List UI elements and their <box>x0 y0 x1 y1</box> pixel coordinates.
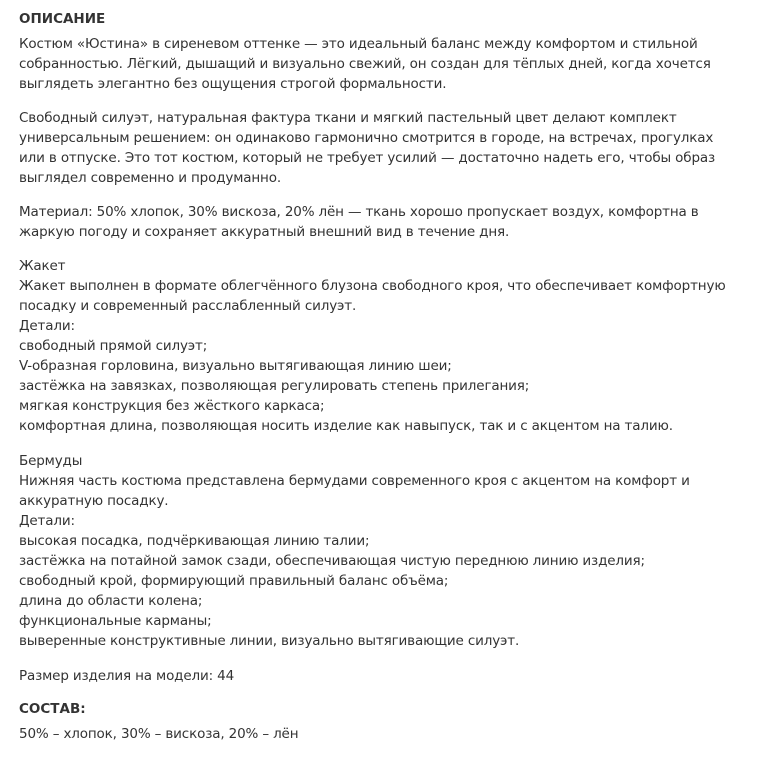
description-paragraph-silhouette <box>19 108 715 188</box>
jacket-title: Жакет <box>19 258 66 274</box>
text-line: Нижняя часть костюма представлена бермудами современного кроя с акцентом на комфорт и <box>19 473 690 489</box>
text-line: Размер изделия на модели: 44 <box>19 668 235 684</box>
text-line: Свободный силуэт, натуральная фактура ткани и мягкий пастельный цвет делают комплект <box>19 110 677 126</box>
text-line: или в отпуске. Это тот костюм, который не требует усилий — достаточно надеть его, чтобы образ <box>19 150 716 166</box>
detail-item: мягкая конструкция без жёсткого каркаса; <box>19 398 325 414</box>
text-line: Жакет выполнен в формате облегчённого блузона свободного кроя, что обеспечивает комфортную <box>19 278 726 294</box>
details-label: Детали: <box>19 318 75 334</box>
text-line: универсальным решением: он одинаково гармонично смотрится в городе, на встречах, прогулках <box>19 130 714 146</box>
text-line: 50% – хлопок, 30% – вискоза, 20% – лён <box>19 726 299 742</box>
bermudas-title: Бермуды <box>19 453 83 469</box>
model-size <box>19 666 234 686</box>
detail-item: комфортная длина, позволяющая носить изделие как навыпуск, так и с акцентом на талию. <box>19 418 673 434</box>
text-line: Костюм «Юстина» в сиреневом оттенке — это идеальный баланс между комфортом и стильной <box>19 36 698 52</box>
text-line: Материал: 50% хлопок, 30% вискоза, 20% лён — ткань хорошо пропускает воздух, комфортна в <box>19 204 699 220</box>
detail-item: V-образная горловина, визуально вытягивающая линию шеи; <box>19 358 452 374</box>
detail-item: высокая посадка, подчёркивающая линию талии; <box>19 533 370 549</box>
bermudas-section <box>19 451 690 651</box>
detail-item: застёжка на потайной замок сзади, обеспечивающая чистую переднюю линию изделия; <box>19 553 645 569</box>
detail-item: свободный крой, формирующий правильный баланс объёма; <box>19 573 449 589</box>
composition-value <box>19 724 298 744</box>
detail-item: выверенные конструктивные линии, визуально вытягивающие силуэт. <box>19 633 520 649</box>
text-line: выглядеть элегантно без ощущения строгой формальности. <box>19 76 447 92</box>
text-line: выглядел современно и продуманно. <box>19 170 281 186</box>
detail-item: застёжка на завязках, позволяющая регулировать степень прилегания; <box>19 378 530 394</box>
jacket-section <box>19 256 726 436</box>
detail-item: длина до области колена; <box>19 593 203 609</box>
description-heading: ОПИСАНИЕ <box>19 11 106 27</box>
details-label: Детали: <box>19 513 75 529</box>
composition-heading: СОСТАВ: <box>19 701 86 717</box>
description-paragraph-material <box>19 202 699 242</box>
text-line: посадку и современный расслабленный силуэт. <box>19 298 357 314</box>
text-line: жаркую погоду и сохраняет аккуратный внешний вид в течение дня. <box>19 224 510 240</box>
text-line: собранностью. Лёгкий, дышащий и визуально свежий, он создан для тёплых дней, когда хочется <box>19 56 711 72</box>
text-line: аккуратную посадку. <box>19 493 169 509</box>
detail-item: функциональные карманы; <box>19 613 212 629</box>
description-paragraph-intro <box>19 34 711 94</box>
detail-item: свободный прямой силуэт; <box>19 338 208 354</box>
